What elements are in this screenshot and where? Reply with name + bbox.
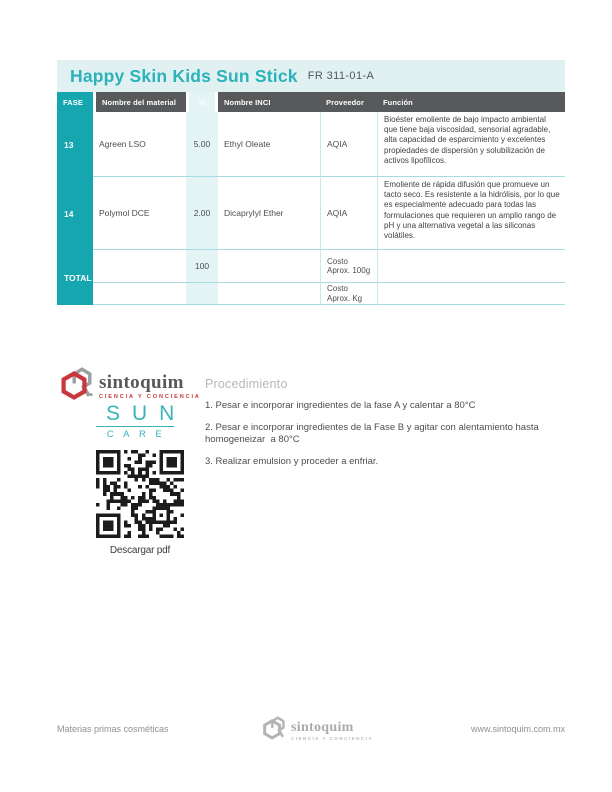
download-pdf-label[interactable]: Descargar pdf [109,545,171,556]
table-cell-percent: 5.00 [186,112,218,177]
table-cell-material: Agreen LSO [93,112,186,177]
title-bar [57,60,565,92]
page-title: Happy Skin Kids Sun Stick [70,65,298,86]
procedure-step: 1. Pesar e incorporar ingredientes de la fase A y calentar a 80°C [205,400,476,411]
table-cell-inci: Dicaprylyl Ether [218,177,320,250]
cost-kg-cell: Costo Aprox. Kg [320,283,377,305]
sintoquim-logo [60,364,201,406]
sintoquim-hexagon-icon [60,364,96,406]
empty-cell [93,250,186,283]
table-cell-funcion: Emoliente de rápida difusión que promueve un tacto seco. Es resistente a la hidrólisis, por lo que es especialmente adecuado para todas las formulaciones que requieren un amplio rango de pH y una alternativa vegetal a las siliconas volátiles. [377,177,565,250]
col-header-fase: FASE [57,92,93,112]
brand-name: sintoquim [99,372,184,393]
sun-care-divider [96,426,174,427]
qr-code[interactable] [96,450,184,538]
total-percent-cell: 100 [186,250,218,283]
table-cell-inci: Ethyl Oleate [218,112,320,177]
empty-cell [218,283,320,305]
table-cell-funcion: Bioéster emoliente de bajo impacto ambiental que tiene baja viscosidad, sensorial agradable, alta capacidad de esparcimiento y excelentes propiedades de dispersión y solubilización de activos lipofílicos. [377,112,565,177]
col-header-inci: Nombre INCI [218,92,320,112]
footer-hexagon-icon [262,714,288,744]
procedure-step: 2. Pesar e incorporar ingredientes de la Fase B y agitar con alentamiento hasta homogeneizar a 80°C [205,421,542,445]
brand-tagline: CIENCIA Y CONCIENCIA [99,394,201,400]
table-row-fase: 13 [57,112,93,177]
col-header-percent: % [186,92,218,112]
formulation-table [57,92,565,305]
empty-cell [218,250,320,283]
table-cell-percent: 2.00 [186,177,218,250]
footer-brand-tagline: CIENCIA Y CONCIENCIA [291,736,374,741]
col-header-funcion: Función [377,92,565,112]
col-header-material: Nombre del material [93,92,186,112]
sun-word: SUN [106,402,187,425]
procedure-section [205,377,565,477]
table-row-fase: 14 [57,177,93,250]
qr-block [96,450,184,556]
footer-left-text: Materias primas cosméticas [57,724,169,734]
care-word: CARE [106,429,172,440]
footer-brand-name: sintoquim [291,720,354,735]
table-cell-proveedor: AQIA [320,112,377,177]
website-url[interactable]: www.sintoquim.com.mx [470,724,565,734]
cost-100g-cell: Costo Aprox. 100g [320,250,377,283]
table-cell-proveedor: AQIA [320,177,377,250]
procedure-heading: Procedimiento [205,377,288,391]
col-header-proveedor: Proveedor [320,92,377,112]
empty-cell [93,283,186,305]
procedure-step: 3. Realizar emulsion y proceder a enfriar. [205,455,379,467]
sun-care-logo [96,402,187,440]
table-cell-material: Polymol DCE [93,177,186,250]
footer-sintoquim-logo [262,714,373,744]
total-label-cell: TOTAL [57,250,93,305]
empty-cell [377,283,565,305]
empty-cell [186,283,218,305]
formula-code: FR 311-01-A [307,70,375,82]
empty-cell [377,250,565,283]
